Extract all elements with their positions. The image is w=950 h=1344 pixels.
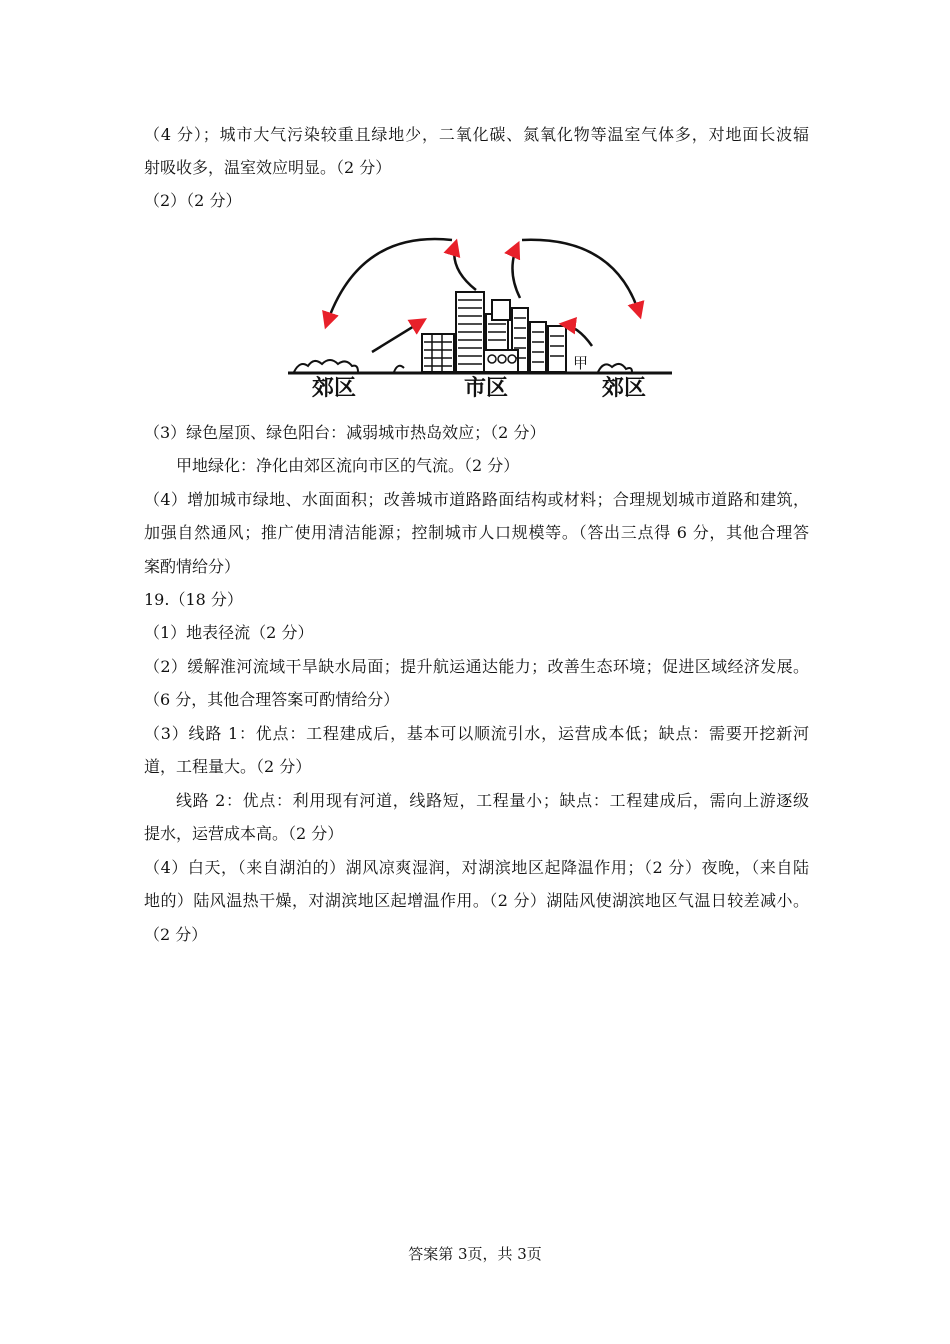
answer-line: （3）绿色屋顶、绿色阳台：减弱城市热岛效应；（2 分） (144, 423, 546, 442)
left-suburb-label: 郊区 (312, 376, 357, 401)
descending-air-left-arrow (326, 239, 452, 326)
page-footer: 答案第 3页，共 3页 (408, 1245, 542, 1263)
answer-line: 地的）陆风温热干燥，对湖滨地区起增温作用。（2 分）湖陆风使湖滨地区气温日较差减小。 (144, 891, 809, 910)
rising-air-left-arrow (454, 242, 476, 290)
answer-line: 加强自然通风；推广使用清洁能源；控制城市人口规模等。（答出三点得 6 分，其他合理答 (144, 523, 809, 542)
right-suburb-label: 郊区 (602, 376, 647, 401)
rising-air-right-arrow (512, 244, 520, 298)
answer-line: （4）增加城市绿地、水面面积；改善城市道路路面结构或材料；合理规划城市道路和建筑， (144, 490, 809, 509)
inflow-left-arrow (372, 320, 424, 352)
answer-line: （2）缓解淮河流域干旱缺水局面；提升航运通达能力；改善生态环境；促进区域经济发展。 (144, 657, 809, 676)
answer-line: （4 分）；城市大气污染较重且绿地少，二氧化碳、氮氧化物等温室气体多，对地面长波辐 (144, 125, 809, 144)
answer-line: （3）线路 1：优点：工程建成后，基本可以顺流引水，运营成本低；缺点：需要开挖新河 (144, 724, 809, 743)
answer-line: （4）白天，（来自湖泊的）湖风凉爽湿润，对湖滨地区起降温作用；（2 分）夜晚，（来自陆 (144, 858, 809, 877)
answer-line: （6 分，其他合理答案可酌情给分） (144, 690, 400, 709)
answer-line: 线路 2：优点：利用现有河道，线路短，工程量小；缺点：工程建成后，需向上游逐级 (176, 791, 809, 810)
left-bush (294, 360, 358, 372)
descending-air-right-arrow (522, 240, 640, 316)
urban-heat-island-circulation-diagram (280, 228, 680, 406)
city-label: 市区 (464, 376, 509, 401)
question-2-heading: （2）（2 分） (144, 191, 242, 210)
answer-line: （1）地表径流（2 分） (144, 623, 314, 642)
answer-line: 射吸收多，温室效应明显。（2 分） (144, 158, 392, 177)
answer-line: （2 分） (144, 925, 208, 944)
answer-line: 道，工程量大。（2 分） (144, 757, 312, 776)
answer-line: 甲地绿化：净化由郊区流向市区的气流。（2 分） (176, 456, 520, 475)
answer-line: 提水，运营成本高。（2 分） (144, 824, 344, 843)
answer-line: 案酌情给分） (144, 557, 241, 576)
marker-jia: 甲 (573, 354, 589, 372)
right-bush (598, 364, 632, 372)
question-19-heading: 19.（18 分） (144, 590, 243, 609)
